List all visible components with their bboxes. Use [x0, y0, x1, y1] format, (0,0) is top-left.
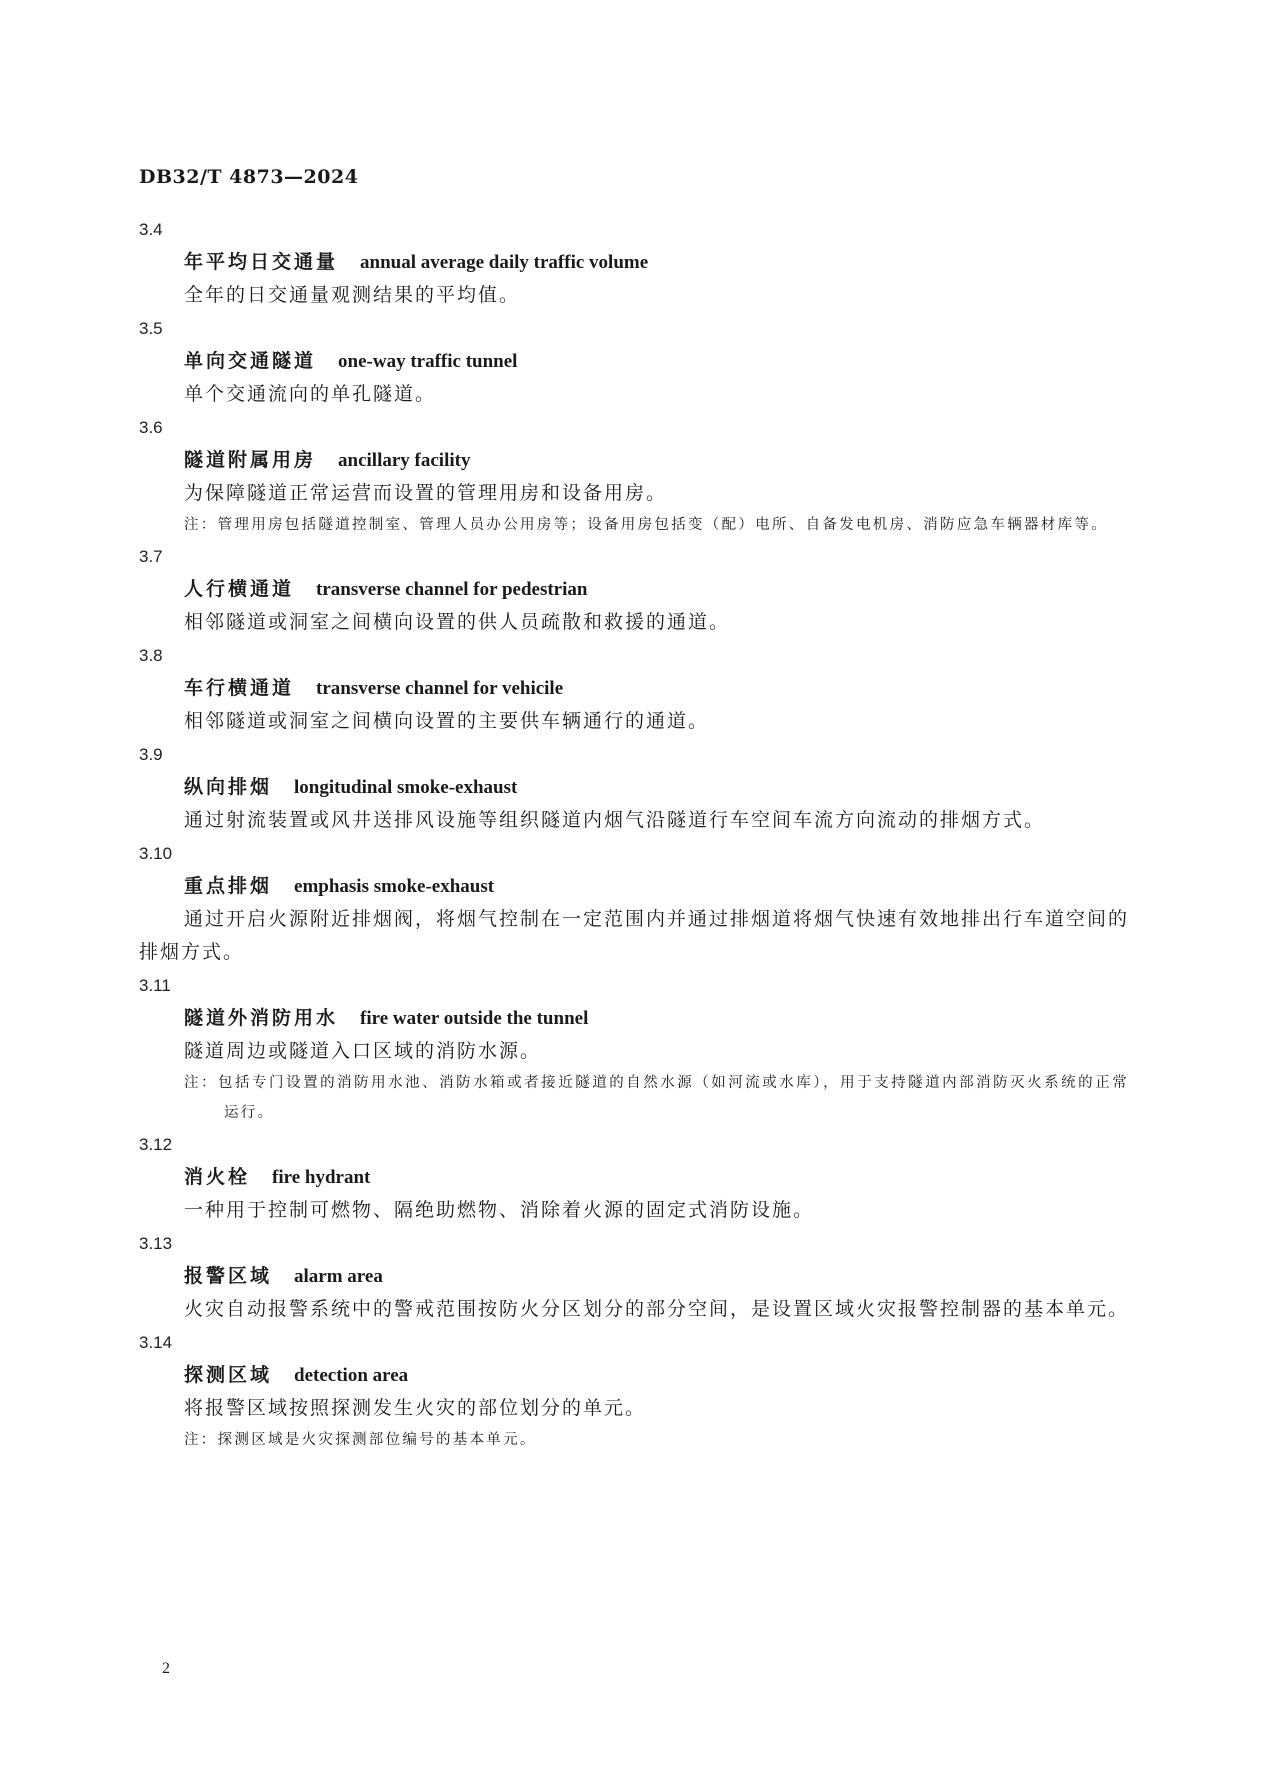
term-chinese: 重点排烟 [184, 875, 273, 897]
term-note [139, 1425, 1129, 1455]
term-heading [139, 1161, 1129, 1194]
term-chinese: 隧道附属用房 [184, 449, 317, 471]
term-english: ancillary facility [338, 450, 471, 471]
note-label: 注： [184, 1075, 219, 1091]
term-entry [139, 213, 1129, 312]
term-note [139, 1068, 1129, 1128]
note-label: 注： [184, 1432, 218, 1448]
term-definition: 通过射流装置或风井送排风设施等组织隧道内烟气沿隧道行车空间车流方向流动的排烟方式。 [184, 809, 1046, 831]
term-english: transverse channel for pedestrian [316, 579, 588, 600]
term-number: 3.13 [139, 1234, 173, 1253]
term-chinese: 报警区域 [184, 1265, 273, 1287]
term-english: transverse channel for vehicile [316, 678, 564, 699]
term-heading [139, 870, 1129, 903]
term-entry [139, 312, 1129, 411]
term-chinese: 隧道外消防用水 [184, 1007, 339, 1029]
term-english: detection area [294, 1365, 409, 1386]
document-code-header: DB32/T 4873—2024 [139, 166, 359, 188]
term-heading [139, 1260, 1129, 1293]
term-number: 3.10 [139, 844, 173, 863]
term-definition: 通过开启火源附近排烟阀，将烟气控制在一定范围内并通过排烟道将烟气快速有效地排出行车道空间的排烟方式。 [139, 908, 1130, 963]
term-number: 3.11 [139, 976, 171, 995]
term-heading [139, 1002, 1129, 1035]
term-entry [139, 1326, 1129, 1455]
note-text: 管理用房包括隧道控制室、管理人员办公用房等；设备用房包括变（配）电所、自备发电机房、消防应急车辆器材库等。 [217, 517, 1109, 533]
term-definition: 隧道周边或隧道入口区域的消防水源。 [184, 1040, 542, 1062]
term-chinese: 车行横通道 [184, 677, 295, 699]
term-entry [139, 411, 1129, 540]
term-number: 3.7 [139, 547, 163, 566]
term-definition: 将报警区域按照探测发生火灾的部位划分的单元。 [184, 1397, 647, 1419]
term-definition: 全年的日交通量观测结果的平均值。 [184, 284, 521, 306]
term-number: 3.14 [139, 1333, 173, 1352]
term-chinese: 纵向排烟 [184, 776, 273, 798]
term-entry [139, 1128, 1129, 1227]
term-chinese: 年平均日交通量 [184, 251, 339, 273]
note-label: 注： [184, 517, 218, 533]
term-heading [139, 1359, 1129, 1392]
page-number: 2 [162, 1660, 170, 1677]
term-number: 3.5 [139, 319, 163, 338]
term-english: alarm area [294, 1266, 383, 1287]
term-heading [139, 345, 1129, 378]
term-english: longitudinal smoke-exhaust [294, 777, 518, 798]
term-number: 3.9 [139, 745, 163, 764]
term-english: emphasis smoke-exhaust [294, 876, 495, 897]
term-definition: 为保障隧道正常运营而设置的管理用房和设备用房。 [184, 482, 668, 504]
term-heading [139, 771, 1129, 804]
term-chinese: 单向交通隧道 [184, 350, 317, 372]
note-text: 探测区域是火灾探测部位编号的基本单元。 [217, 1432, 537, 1448]
term-entry [139, 738, 1129, 837]
term-english: fire hydrant [272, 1167, 371, 1188]
term-number: 3.8 [139, 646, 163, 665]
term-definition: 相邻隧道或洞室之间横向设置的供人员疏散和救援的通道。 [184, 611, 731, 633]
term-definition: 一种用于控制可燃物、隔绝助燃物、消除着火源的固定式消防设施。 [184, 1199, 815, 1221]
term-entry [139, 639, 1129, 738]
term-number: 3.12 [139, 1135, 173, 1154]
term-entry [139, 1227, 1129, 1326]
term-chinese: 探测区域 [184, 1364, 273, 1386]
term-chinese: 消火栓 [184, 1166, 251, 1188]
terms-list [139, 213, 1129, 1455]
term-heading [139, 573, 1129, 606]
term-note [139, 510, 1129, 540]
note-text: 包括专门设置的消防用水池、消防水箱或者接近隧道的自然水源（如河流或水库），用于支持隧道内部消防灭火系统的正常运行。 [218, 1075, 1129, 1121]
term-english: annual average daily traffic volume [360, 252, 649, 273]
term-english: one-way traffic tunnel [338, 351, 518, 372]
term-heading [139, 444, 1129, 477]
term-entry [139, 540, 1129, 639]
term-definition: 相邻隧道或洞室之间横向设置的主要供车辆通行的通道。 [184, 710, 710, 732]
term-entry [139, 969, 1129, 1128]
term-chinese: 人行横通道 [184, 578, 295, 600]
term-number: 3.4 [139, 220, 163, 239]
term-heading [139, 246, 1129, 279]
term-definition: 火灾自动报警系统中的警戒范围按防火分区划分的部分空间，是设置区域火灾报警控制器的基本单元。 [184, 1298, 1130, 1320]
term-english: fire water outside the tunnel [360, 1008, 589, 1029]
term-entry [139, 837, 1129, 969]
term-definition: 单个交通流向的单孔隧道。 [184, 383, 437, 405]
term-heading [139, 672, 1129, 705]
term-number: 3.6 [139, 418, 163, 437]
